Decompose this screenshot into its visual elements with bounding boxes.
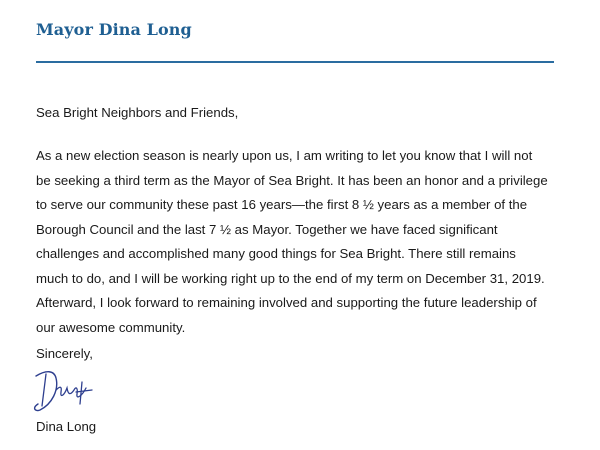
body-line: much to do, and I will be working right up to the end of my term on December 31, 2019. [36, 270, 545, 286]
body-line: As a new election season is nearly upon us, I am writing to let you know that I will not [36, 148, 533, 163]
letterhead-title: Mayor Dina Long [36, 20, 192, 39]
salutation: Sea Bright Neighbors and Friends, [36, 105, 239, 120]
body-line: our awesome community. [36, 319, 186, 335]
signer-name: Dina Long [36, 419, 97, 434]
body-line: Afterward, I look forward to remaining involved and supporting the future leadership of [36, 295, 537, 310]
body-line: be seeking a third term as the Mayor of Sea Bright. It has been an honor and a privilege [36, 172, 548, 188]
body-line: challenges and accomplished many good things for Sea Bright. There still remains [36, 246, 516, 261]
body-line: to serve our community these past 16 years—the first 8 ½ years as a member of the [36, 197, 528, 212]
closing: Sincerely, [36, 346, 93, 361]
body-line: Borough Council and the last 7 ½ as Mayor. Together we have faced significant [36, 221, 498, 237]
letter-body [36, 144, 596, 340]
letterhead-divider [36, 61, 554, 63]
handwritten-signature [26, 360, 116, 418]
